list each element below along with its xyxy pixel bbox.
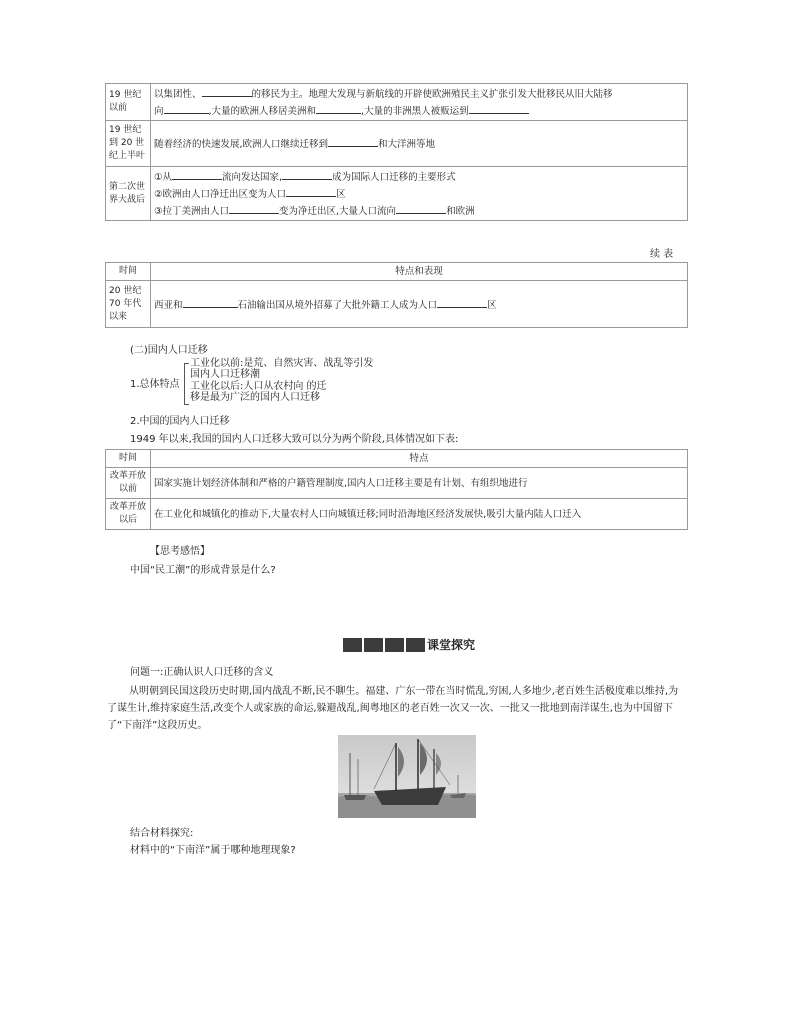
- fill-blank[interactable]: [328, 135, 378, 147]
- row-feature-cell: 以集团性、 的移民为主。地理大发现与新航线的开辟使欧洲殖民主义扩张引发大批移民从旧大陆移 向 ,大量的欧洲人移居美洲和 ,大量的非洲黑人被贩运到: [151, 84, 688, 121]
- row-time-cell: 改革开放以前: [106, 468, 151, 499]
- row-time-cell: 19 世纪到 20 世纪上半叶: [106, 121, 151, 167]
- row-time-cell: 改革开放以后: [106, 499, 151, 530]
- explore-question: 材料中的“下南洋”属于哪种地理现象?: [130, 845, 296, 856]
- item2-intro: 1949 年以来,我国的国内人口迁移大致可以分为两个阶段,具体情况如下表:: [130, 434, 459, 445]
- row-feature-cell: 随着经济的快速发展,欧洲人口继续迁移到 和大洋洲等地: [151, 121, 688, 167]
- row-feature-cell: 国家实施计划经济体制和严格的户籍管理制度,国内人口迁移主要是有计划、有组织地进行: [151, 468, 688, 499]
- banner-block-icon: [406, 638, 425, 652]
- problem1-title: 问题一:正确认识人口迁移的含义: [130, 667, 274, 678]
- banner-block-icon: [364, 638, 383, 652]
- row-feature-cell: 西亚和 石油输出国从境外招募了大批外籍工人成为人口 区: [151, 281, 688, 328]
- migration-table-1: [105, 83, 688, 221]
- think-question: 中国“民工潮”的形成背景是什么?: [130, 565, 276, 576]
- migration-table-3: [105, 449, 688, 530]
- row-time-cell: 第二次世界大战后: [106, 167, 151, 221]
- fill-blank[interactable]: [172, 168, 222, 180]
- fill-blank[interactable]: [164, 102, 209, 114]
- continued-label: 续 表: [650, 249, 674, 260]
- item1-line4: 移是最为广泛的国内人口迁移: [190, 392, 320, 403]
- think-label: 【思考感悟】: [150, 546, 210, 557]
- header-feature: 特点和表现: [151, 263, 688, 281]
- brace-icon: [184, 363, 189, 405]
- header-time: 时间: [106, 263, 151, 281]
- fill-blank[interactable]: [183, 296, 238, 308]
- banner-block-icon: [385, 638, 404, 652]
- fill-blank[interactable]: [202, 85, 252, 97]
- item1-line1: 工业化以前:是荒、自然灾害、战乱等引发: [190, 358, 374, 369]
- problem1-paragraph: 从明朝到民国这段历史时期,国内战乱不断,民不聊生。福建、广东一带在当时慌乱,穷困,人多地少,老百姓生活极度难以维持,为了谋生计,维持家庭生活,改变个人或家族的命运,躲避战乱,闽粤地区的老百姓一次又一次、一批又一批地到南洋谋生,也为中国留下了“下南洋”这段历史。: [107, 686, 679, 731]
- header-time: 时间: [106, 450, 151, 468]
- migration-table-2: [105, 262, 688, 328]
- fill-blank[interactable]: [469, 102, 529, 114]
- row-time-cell: 19 世纪以前: [106, 84, 151, 121]
- fill-blank[interactable]: [437, 296, 487, 308]
- section-banner: [343, 636, 475, 654]
- fill-blank[interactable]: [286, 185, 336, 197]
- banner-block-icon: [343, 638, 362, 652]
- header-feature: 特点: [151, 450, 688, 468]
- item2-title: 2.中国的国内人口迁移: [130, 416, 230, 427]
- item1-label: 1.总体特点: [130, 379, 180, 390]
- item1-line3: 工业化以后:人口从农村向 的迁: [190, 381, 327, 392]
- fill-blank[interactable]: [396, 202, 446, 214]
- fill-blank[interactable]: [316, 102, 361, 114]
- banner-title: 课堂探究: [427, 638, 476, 652]
- fill-blank[interactable]: [229, 202, 279, 214]
- row-feature-cell: ①从 流向发达国家, 成为国际人口迁移的主要形式 ②欧洲由人口净迁出区变为人口 区 ③拉丁美洲由人口 变为净迁出区,大量人口流向 和欧洲: [151, 167, 688, 221]
- row-time-cell: 20 世纪 70 年代以来: [106, 281, 151, 328]
- row-feature-cell: 在工业化和城镇化的推动下,大量农村人口向城镇迁移;同时沿海地区经济发展快,吸引大量内陆人口迁入: [151, 499, 688, 530]
- item1-line2: 国内人口迁移潮: [190, 369, 260, 380]
- section-domestic-title: (二)国内人口迁移: [130, 345, 208, 356]
- ship-illustration: [338, 735, 476, 818]
- explore-label: 结合材料探究:: [130, 828, 194, 839]
- fill-blank[interactable]: [282, 168, 332, 180]
